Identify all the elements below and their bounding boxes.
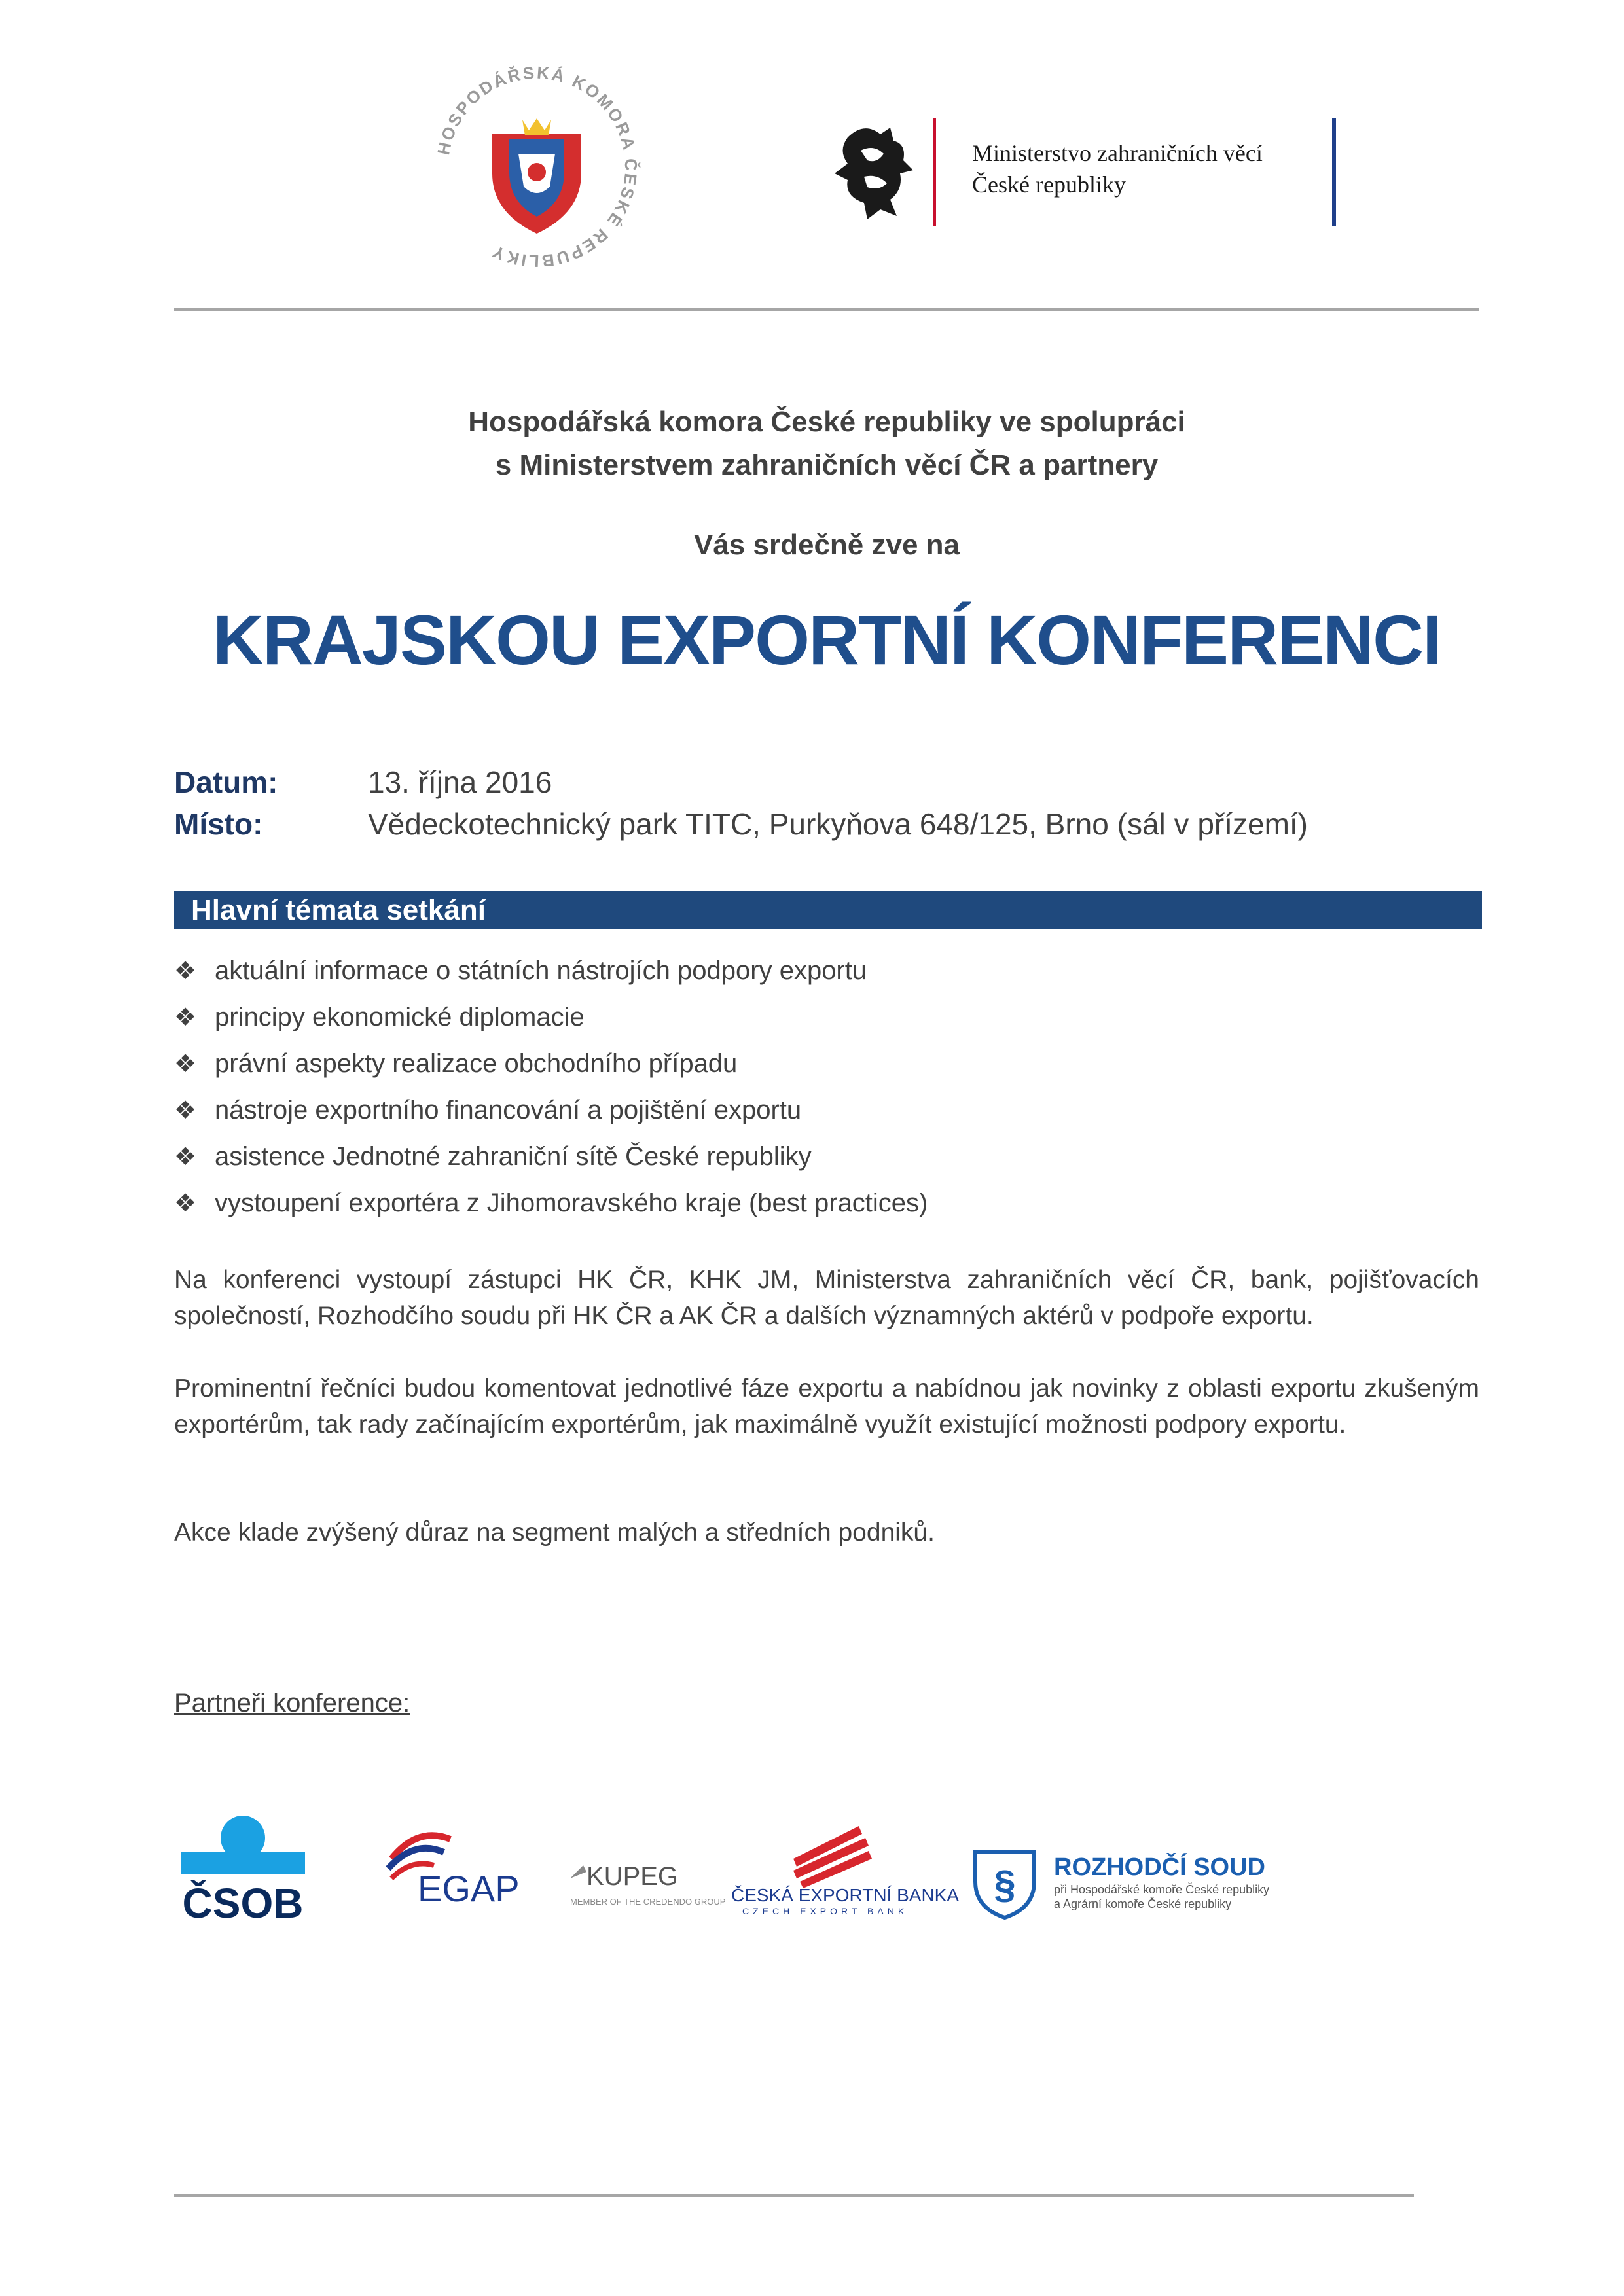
place-value: Vědeckotechnický park TITC, Purkyňova 648/125, Brno (sál v přízemí) (368, 807, 1308, 841)
diamond-bullet-icon: ❖ (174, 958, 197, 985)
conference-title: KRAJSKOU EXPORTNÍ KONFERENCI (212, 600, 1441, 679)
paragraph-speakers-topics: Prominentní řečníci budou komentovat jednotlivé fáze exportu a nabídnou jak novinky z oblasti exportu zkušeným exportérům, tak rady začínajícím exportérům, jak maximálně využít existující možnosti podpory exportu. (174, 1374, 1479, 1439)
mzv-line1: Ministerstvo zahraničních věcí (972, 140, 1263, 166)
csob-text: ČSOB (182, 1880, 304, 1927)
svg-text:§: § (994, 1863, 1016, 1907)
top-rule (174, 308, 1479, 311)
csob-logo (174, 1813, 312, 1927)
diamond-bullet-icon: ❖ (174, 1004, 197, 1031)
egap-text: EGAP (418, 1868, 520, 1909)
rs-subtitle-2: a Agrární komoře České republiky (1054, 1897, 1232, 1910)
partners-heading: Partneři konference: (174, 1689, 410, 1717)
rozhodci-soud-logo (969, 1842, 1335, 1921)
intro-line-2: s Ministerstvem zahraničních věcí ČR a partnery (495, 449, 1159, 481)
paragraph-sme-focus: Akce klade zvýšený důraz na segment malých a středních podniků. (174, 1518, 935, 1547)
mzv-line2: České republiky (972, 171, 1126, 198)
topic-text: vystoupení exportéra z Jihomoravského kraje (best practices) (215, 1189, 928, 1217)
list-item (174, 1180, 1479, 1227)
czech-lion-icon (828, 118, 926, 226)
kupeg-logo (567, 1852, 726, 1924)
date-label: Datum: (174, 765, 278, 799)
ceb-text: ČESKÁ EXPORTNÍ BANKA (731, 1885, 960, 1905)
bottom-rule (174, 2194, 1414, 2197)
place-label: Místo: (174, 807, 263, 841)
rs-subtitle-1: při Hospodářské komoře České republiky (1054, 1883, 1270, 1896)
section-title: Hlavní témata setkání (191, 894, 486, 926)
list-item (174, 1041, 1479, 1087)
topic-text: asistence Jednotné zahraniční sítě České republiky (215, 1142, 812, 1171)
ceb-logo (728, 1820, 960, 1918)
diamond-bullet-icon: ❖ (174, 1097, 197, 1124)
paragraph-speakers: Na konferenci vystoupí zástupci HK ČR, KHK JM, Ministerstva zahraničních věcí ČR, bank, pojišťovacích společností, Rozhodčího soudu při HK ČR a AK ČR a dalších významných aktérů v podpoře exportu. (174, 1266, 1479, 1330)
diamond-bullet-icon: ❖ (174, 1190, 197, 1217)
invite-line: Vás srdečně zve na (693, 529, 960, 561)
topic-text: principy ekonomické diplomacie (215, 1003, 585, 1031)
list-item (174, 1087, 1479, 1134)
ceb-subtitle: CZECH EXPORT BANK (742, 1906, 909, 1916)
rs-text: ROZHODČÍ SOUD (1054, 1854, 1265, 1881)
diamond-bullet-icon: ❖ (174, 1050, 197, 1078)
mzv-name (972, 137, 1263, 200)
topics-list (174, 948, 1479, 1227)
list-item (174, 994, 1479, 1041)
mzv-blue-divider (1332, 118, 1336, 226)
hk-logo-text: HOSPODÁŘSKÁ KOMORA ČESKÉ REPUBLIKY (433, 62, 641, 272)
mzv-red-divider (933, 118, 936, 226)
list-item (174, 948, 1479, 994)
kupeg-subtitle: MEMBER OF THE CREDENDO GROUP (570, 1897, 726, 1907)
kupeg-text: KUPEG (586, 1862, 679, 1891)
date-value: 13. října 2016 (368, 765, 552, 799)
mzv-logo (828, 118, 1365, 229)
hk-cr-logo (432, 62, 641, 272)
list-item (174, 1134, 1479, 1180)
intro-line-1: Hospodářská komora České republiky ve spolupráci (468, 406, 1185, 438)
diamond-bullet-icon: ❖ (174, 1143, 197, 1171)
topic-text: právní aspekty realizace obchodního případu (215, 1049, 738, 1078)
egap-logo (378, 1826, 522, 1911)
topic-text: nástroje exportního financování a pojištění exportu (215, 1096, 802, 1124)
topic-text: aktuální informace o státních nástrojích podpory exportu (215, 956, 867, 985)
